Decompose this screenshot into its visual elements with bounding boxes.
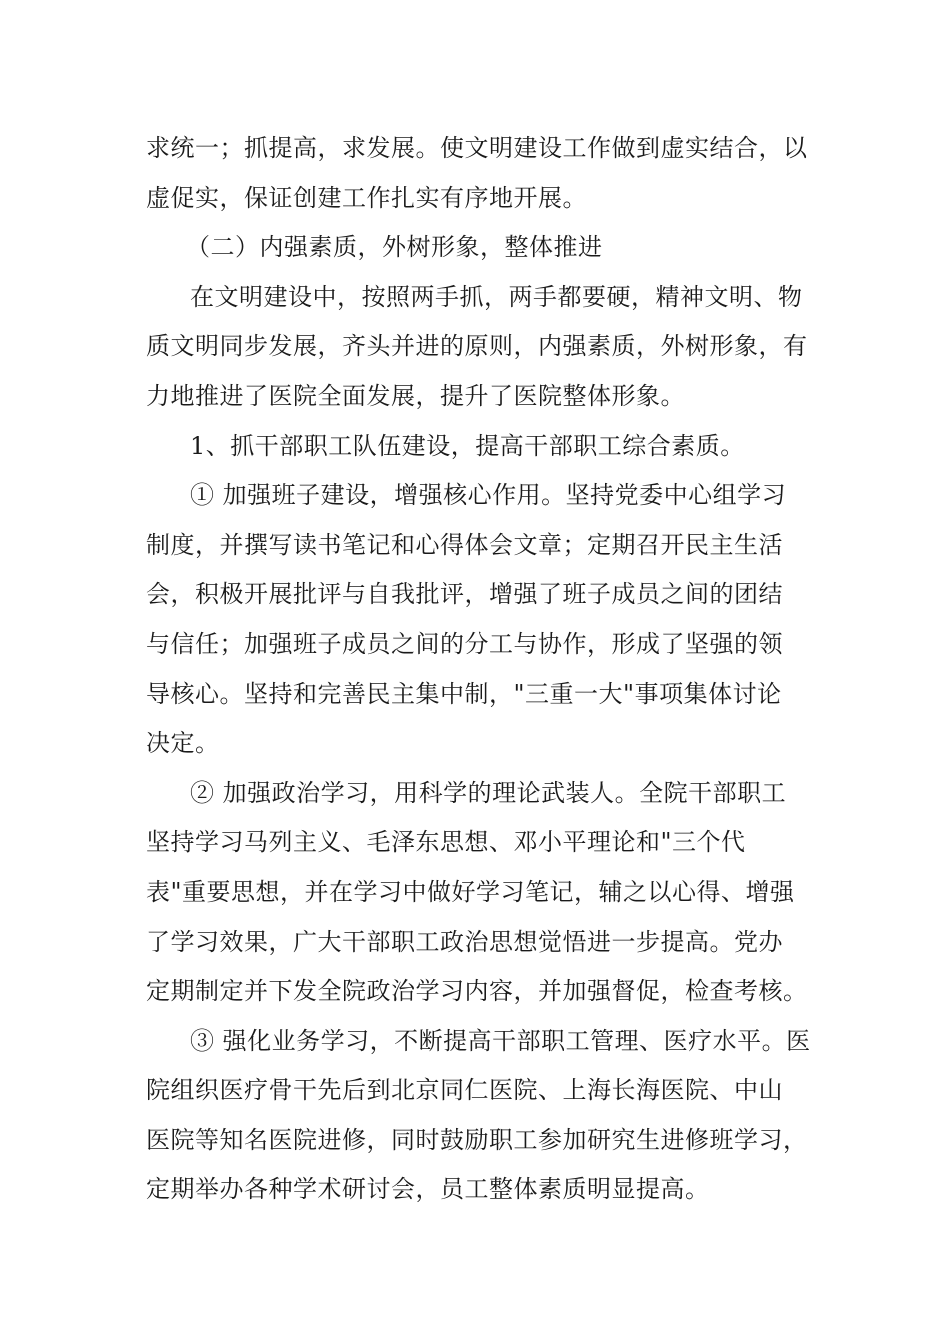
text-line: 决定。 [146,729,220,758]
text-line: 导核心。坚持和完善民主集中制，"三重一大"事项集体讨论 [146,679,782,708]
text-line: 会，积极开展批评与自我批评，增强了班子成员之间的团结 [146,580,783,609]
text-line: ③ 强化业务学习，不断提高干部职工管理、医疗水平。医 [190,1026,811,1055]
text-line: 了学习效果，广大干部职工政治思想觉悟进一步提高。党办 [146,927,783,956]
document-body [146,124,812,1215]
text-line: 力地推进了医院全面发展，提升了医院整体形象。 [146,381,685,410]
text-line: 定期举办各种学术研讨会，员工整体素质明显提高。 [146,1175,710,1204]
text-line: 表"重要思想，并在学习中做好学习笔记，辅之以心得、增强 [146,877,795,906]
text-line: 坚持学习马列主义、毛泽东思想、邓小平理论和"三个代 [146,828,746,857]
text-line: 在文明建设中，按照两手抓，两手都要硬，精神文明、物 [190,282,803,311]
text-line: 定期制定并下发全院政治学习内容，并加强督促，检查考核。 [146,977,808,1006]
text-line: 质文明同步发展，齐头并进的原则，内强素质，外树形象，有 [146,332,808,361]
text-line: ② 加强政治学习，用科学的理论武装人。全院干部职工 [190,778,787,807]
text-line: 医院等知名医院进修，同时鼓励职工参加研究生进修班学习， [146,1125,808,1154]
text-line: 虚促实，保证创建工作扎实有序地开展。 [146,183,587,212]
text-line: 与信任；加强班子成员之间的分工与协作，形成了坚强的领 [146,629,783,658]
text-line: 求统一；抓提高，求发展。使文明建设工作做到虚实结合，以 [146,134,808,162]
subsection-heading: 1、抓干部职工队伍建设，提高干部职工综合素质。 [190,431,745,460]
section-heading: （二）内强素质，外树形象，整体推进 [186,233,603,262]
text-line: ① 加强班子建设，增强核心作用。坚持党委中心组学习 [190,481,787,510]
text-line: 制度，并撰写读书笔记和心得体会文章；定期召开民主生活 [146,530,783,559]
text-line: 院组织医疗骨干先后到北京同仁医院、上海长海医院、中山 [146,1076,783,1105]
